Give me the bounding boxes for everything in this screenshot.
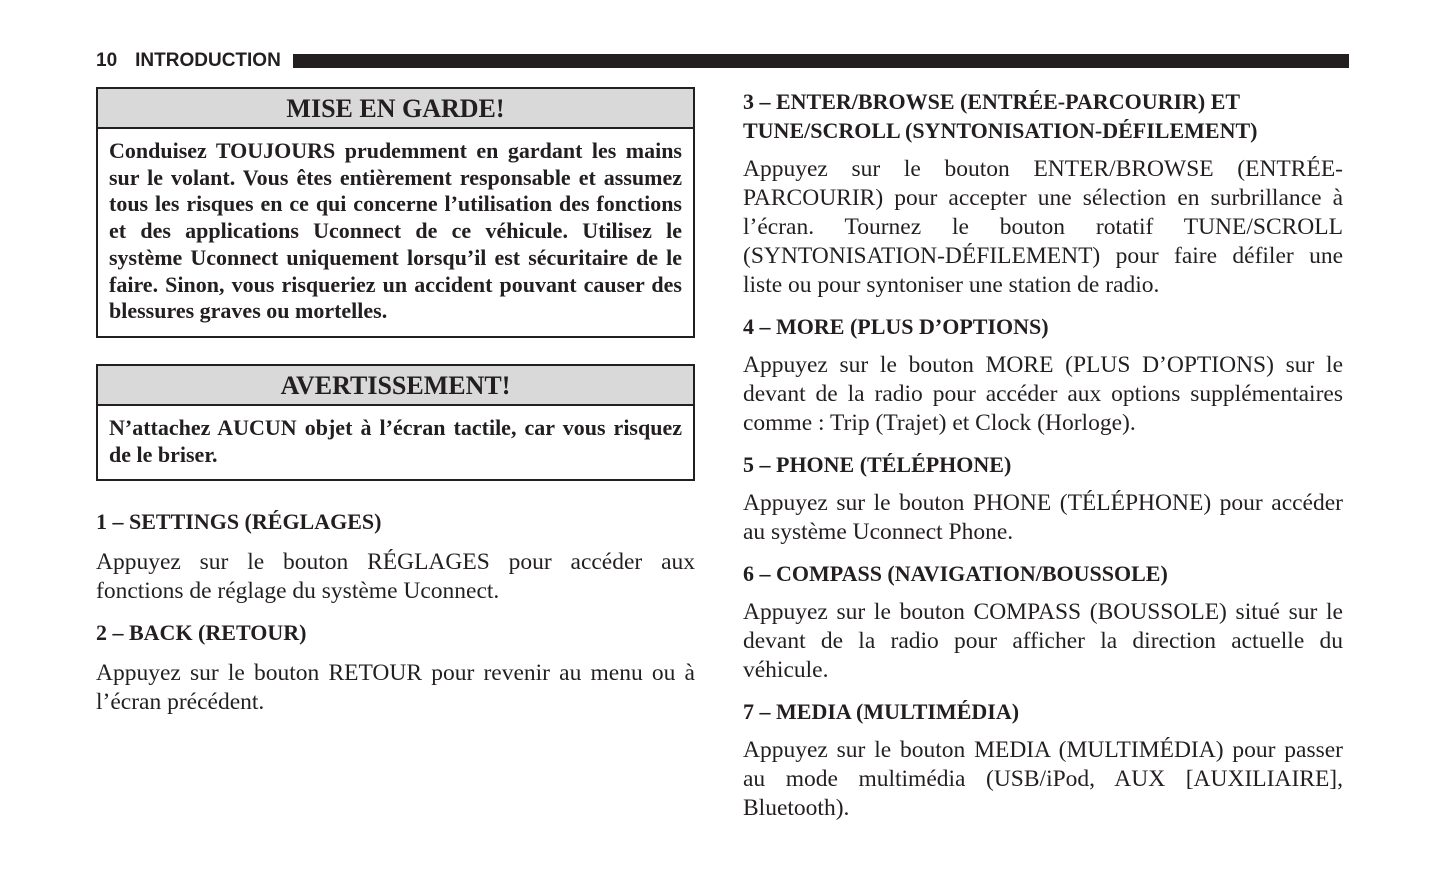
- section-body: Appuyez sur le bouton COMPASS (BOUSSOLE) situé sur le devant de la radio pour afficher la direction actuelle du véhicule.: [743, 599, 1343, 683]
- section-heading: 1 – SETTINGS (RÉGLAGES): [96, 509, 382, 535]
- section-body: Appuyez sur le bouton PHONE (TÉLÉPHONE) pour accéder au système Uconnect Phone.: [743, 490, 1343, 545]
- caution-box: [96, 364, 695, 481]
- section-body: Appuyez sur le bouton ENTER/BROWSE (ENTRÉE-PARCOURIR) pour accepter une sélection en surbrillance à l’écran. Tournez le bouton rotatif TUNE/SCROLL (SYNTONISATION-DÉFILEMENT) pour faire défiler une liste ou pour syntoniser une station de radio.: [743, 156, 1343, 298]
- section-heading: 2 – BACK (RETOUR): [96, 620, 307, 646]
- warning-box-text: Conduisez TOUJOURS prudemment en gardant les mains sur le volant. Vous êtes entièrement responsable et assumez tous les risques en ce qui concerne l’utilisation des fonctions et des applications Uconnect de ce véhicule. Utilisez le système Uconnect uniquement lorsqu’il est sécuritaire de le faire. Sinon, vous risqueriez un accident pouvant causer des blessures graves ou mortelles.: [109, 138, 682, 324]
- warning-box-title: MISE EN GARDE!: [98, 89, 693, 129]
- section-body: Appuyez sur le bouton RÉGLAGES pour accéder aux fonctions de réglage du système Uconnect.: [96, 549, 695, 605]
- section-heading: 4 – MORE (PLUS D’OPTIONS): [743, 314, 1049, 339]
- section-compass: [743, 559, 1343, 685]
- section-back: [96, 618, 695, 717]
- section-title: INTRODUCTION: [135, 50, 281, 71]
- section-media: [743, 697, 1343, 823]
- page-number: 10: [96, 50, 118, 71]
- running-header: [96, 49, 1349, 73]
- warning-box: [96, 87, 695, 338]
- left-column: [96, 87, 695, 729]
- section-enter-browse: [743, 87, 1343, 300]
- section-heading: 6 – COMPASS (NAVIGATION/BOUSSOLE): [743, 561, 1168, 586]
- section-body: Appuyez sur le bouton MORE (PLUS D’OPTIONS) sur le devant de la radio pour accéder aux options supplémentaires comme : Trip (Trajet) et Clock (Horloge).: [743, 352, 1343, 436]
- section-heading: 3 – ENTER/BROWSE (ENTRÉE-PARCOURIR) ET TUNE/SCROLL (SYNTONISATION-DÉFILEMENT): [743, 89, 1258, 143]
- right-column: [743, 87, 1343, 835]
- section-settings: [96, 507, 695, 606]
- caution-box-title: AVERTISSEMENT!: [98, 366, 693, 406]
- section-phone: [743, 450, 1343, 547]
- header-rule: [293, 54, 1349, 68]
- caution-box-text: N’attachez AUCUN objet à l’écran tactile, car vous risquez de le briser.: [109, 414, 682, 467]
- section-heading: 7 – MEDIA (MULTIMÉDIA): [743, 699, 1020, 724]
- section-body: Appuyez sur le bouton MEDIA (MULTIMÉDIA) pour passer au mode multimédia (USB/iPod, AUX [AUXILIAIRE], Bluetooth).: [743, 737, 1343, 821]
- section-body: Appuyez sur le bouton RETOUR pour revenir au menu ou à l’écran précédent.: [96, 660, 695, 716]
- section-heading: 5 – PHONE (TÉLÉPHONE): [743, 452, 1012, 477]
- section-more: [743, 312, 1343, 438]
